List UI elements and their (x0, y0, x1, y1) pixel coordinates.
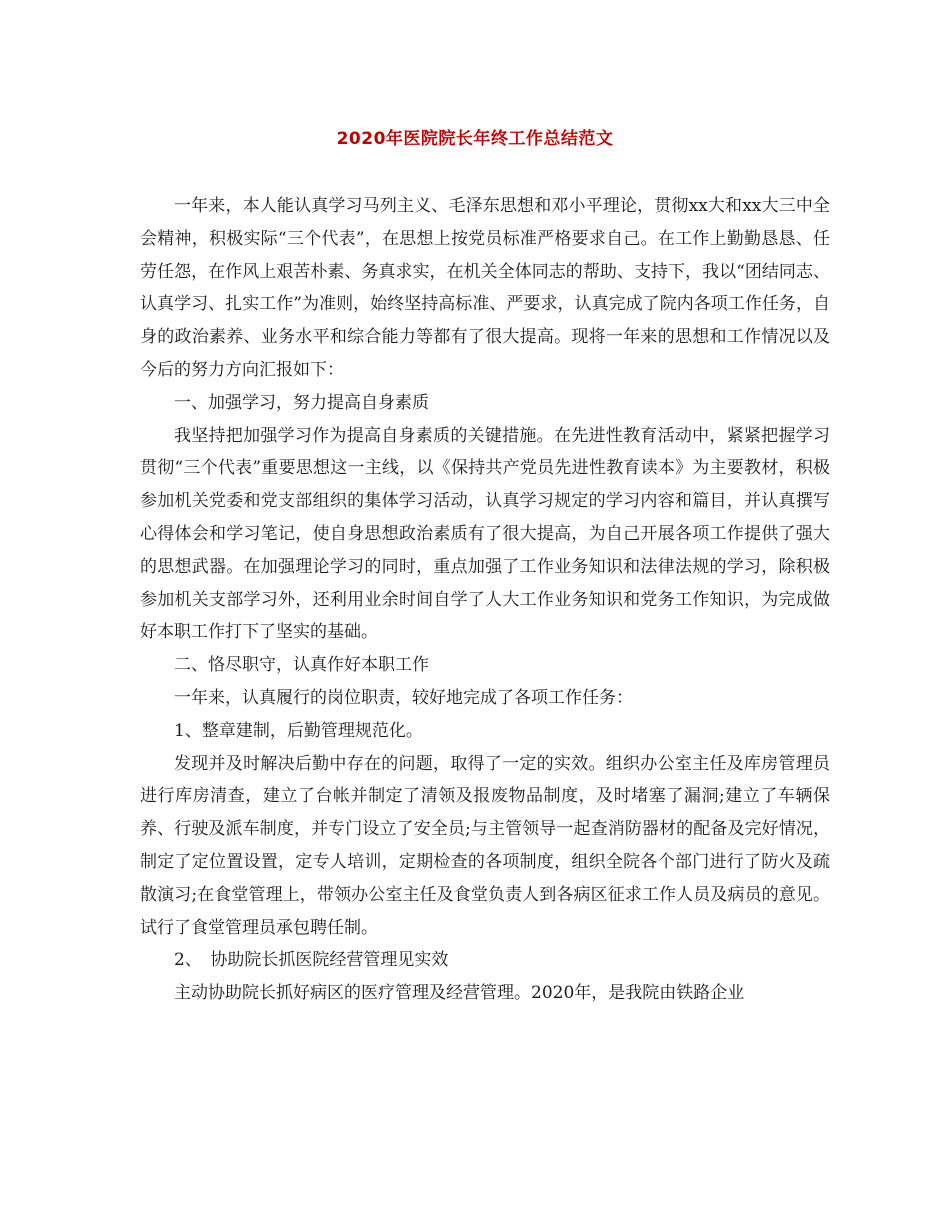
paragraph-management: 主动协助院长抓好病区的医疗管理及经营管理。2020年，是我院由铁路企业 (174, 983, 745, 1004)
subsection-heading-2: 2、 协助院长抓医院经营管理见实效 (174, 950, 449, 971)
section-heading-2: 二、恪尽职守，认真作好本职工作 (174, 655, 429, 676)
paragraph-logistics: 发现并及时解决后勤中存在的问题，取得了一定的实效。组织办公室主任及库房管理员进行库房清查，建立了台帐并制定了清领及报废物品制度，及时堵塞了漏洞;建立了车辆保养、行驶及派车制度，并专门设立了安全员;与主管领导一起查消防器材的配备及完好情况，制定了定位置设置，定专人培训，定期检查的各项制度，组织全院各个部门进行了防火及疏散演习;在食堂管理上，带领办公室主任及食堂负责人到各病区征求工作人员及病员的意见。试行了食堂管理员承包聘任制。 (140, 753, 830, 938)
document-title: 2020年医院院长年终工作总结范文 (336, 129, 614, 149)
document-body (140, 190, 830, 1010)
paragraph-duties: 一年来，认真履行的岗位职责，较好地完成了各项工作任务： (174, 687, 633, 708)
subsection-heading-1: 1、整章建制，后勤管理规范化。 (174, 720, 423, 741)
paragraph-intro: 一年来，本人能认真学习马列主义、毛泽东思想和邓小平理论，贯彻xx大和xx大三中全会精神，积极实际“三个代表”，在思想上按党员标准严格要求自己。在工作上勤勤恳恳、任劳任怨，在作风上艰苦朴素、务真求实，在机关全体同志的帮助、支持下，我以“团结同志、认真学习、扎实工作”为准则，始终坚持高标准、严要求，认真完成了院内各项工作任务，自身的政治素养、业务水平和综合能力等都有了很大提高。现将一年来的思想和工作情况以及今后的努力方向汇报如下： (140, 196, 830, 380)
paragraph-study: 我坚持把加强学习作为提高自身素质的关键措施。在先进性教育活动中，紧紧把握学习贯彻“三个代表”重要思想这一主线，以《保持共产党员先进性教育读本》为主要教材，积极参加机关党委和党支部组织的集体学习活动，认真学习规定的学习内容和篇目，并认真撰写心得体会和学习笔记，使自身思想政治素质有了很大提高，为自己开展各项工作提供了强大的思想武器。在加强理论学习的同时，重点加强了工作业务知识和法律法规的学习，除积极参加机关支部学习外，还利用业余时间自学了人大工作业务知识和党务工作知识，为完成做好本职工作打下了坚实的基础。 (140, 425, 830, 643)
section-heading-1: 一、加强学习，努力提高自身素质 (174, 392, 429, 413)
